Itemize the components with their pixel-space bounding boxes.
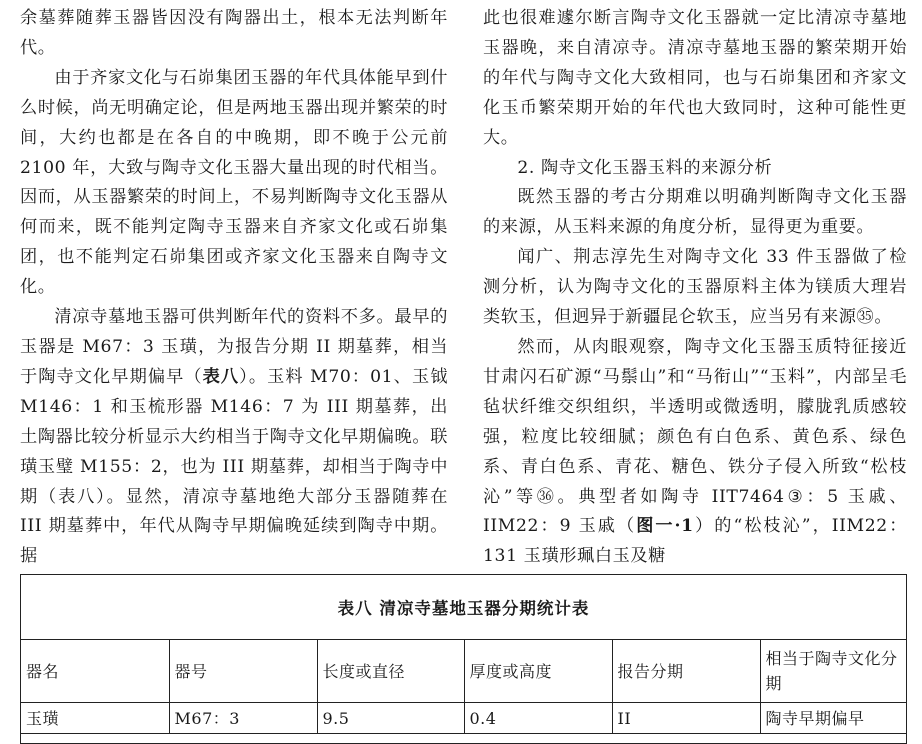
footnote-marker: ㊱ <box>536 486 558 507</box>
section-heading: 2. 陶寺文化玉器玉料的来源分析 <box>517 157 773 178</box>
table-header-row <box>21 640 906 703</box>
paragraph-text: 清凉寺墓地玉器可供判断年代的资料不多。最早的玉器是 M67：3 玉璜，为报告分期 II 期墓葬，相当于陶寺文化早期偏早（ <box>20 307 448 387</box>
table-row <box>21 703 906 734</box>
paragraph <box>483 333 907 572</box>
table-cell: 9.5 <box>317 703 464 734</box>
table-cell: M67：3 <box>169 703 317 734</box>
stats-table <box>21 640 906 734</box>
paragraph-text: 然而，从肉眼观察，陶寺文化玉器玉质特征接近甘肃闪石矿源“马鬃山”和“马衔山”“玉料”，内部呈毛毡状纤维交织组织，半透明或微透明，朦胧乳质感较强，粒度比较细腻；颜色有白色系、黄色系、绿色系、青白色系、青花、糖色、铁分子侵入所致“松枝沁”等 <box>483 336 907 507</box>
stats-table-block <box>20 574 907 744</box>
paragraph <box>20 303 448 572</box>
left-column <box>20 4 448 572</box>
paragraph: 此也很难遽尔断言陶寺文化玉器就一定比清凉寺墓地玉器晚，来自清凉寺。清凉寺墓地玉器的繁荣期开始的年代与陶寺文化大致相同，也与石峁集团和齐家文化玉币繁荣期开始的年代也大致同时，这种可能性更大。 <box>483 8 907 148</box>
table-cell: 0.4 <box>464 703 612 734</box>
table-cell: 玉璜 <box>21 703 169 734</box>
paragraph-text: ）的“松枝沁”，IIM22：131 玉璜形珮白玉及糖 <box>483 516 908 567</box>
footnote-marker: ㉟ <box>856 307 875 328</box>
right-column <box>483 4 907 572</box>
figure-reference: 图一·1 <box>636 516 694 537</box>
column-header-report-phase: 报告分期 <box>612 640 760 703</box>
paragraph: 由于齐家文化与石峁集团玉器的年代具体能早到什么时候，尚无明确定论，但是两地玉器出现并繁荣的时间，大约也都是在各自的中晚期，即不晚于公元前 2100 年，大致与陶寺文化玉器大量出现的时代相当。因而，从玉器繁荣的时间上，不易判断陶寺文化玉器从何而来，既不能判定陶寺玉器来自齐家文化或石峁集团，也不能判定石峁集团或齐家文化玉器来自陶寺文化。 <box>20 67 448 298</box>
paragraph <box>483 243 907 333</box>
column-header-number: 器号 <box>169 640 317 703</box>
table-title: 表八 清凉寺墓地玉器分期统计表 <box>21 575 906 640</box>
table-cell: II <box>612 703 760 734</box>
column-header-thickness: 厚度或高度 <box>464 640 612 703</box>
paragraph: 余墓葬随葬玉器皆因没有陶器出土，根本无法判断年代。 <box>20 8 448 58</box>
column-header-taosi-phase: 相当于陶寺文化分期 <box>760 640 906 703</box>
paragraph-text: 闻广、荆志淳先生对陶寺文化 33 件玉器做了检测分析，认为陶寺文化的玉器原料主体为镁质大理岩类软玉，但迥异于新疆昆仑软玉，应当另有来源 <box>483 247 907 328</box>
table-reference: 表八 <box>202 366 240 387</box>
table-cell: 陶寺早期偏早 <box>760 703 906 734</box>
paragraph-text: 。 <box>874 307 893 328</box>
paragraph-text: 。典型者如陶寺 IIT7464③：5 玉戚、IIM22：9 玉戚（ <box>483 486 907 537</box>
paragraph-text: ）。玉料 M70：01、玉钺 M146：1 和玉梳形器 M146：7 为 III 期墓葬，出土陶器比较分析显示大约相当于陶寺文化早期偏晚。联璜玉璧 M155：2，也为 III 期墓葬，却相当于陶寺中期（表八）。显然，清凉寺墓地绝大部分玉器随葬在 III 期墓葬中，年代从陶寺早期偏晚延续到陶寺中期。据 <box>20 366 448 567</box>
column-header-length: 长度或直径 <box>317 640 464 703</box>
column-header-name: 器名 <box>21 640 169 703</box>
paragraph: 既然玉器的考古分期难以明确判断陶寺文化玉器的来源，从玉料来源的角度分析，显得更为重要。 <box>483 187 907 238</box>
